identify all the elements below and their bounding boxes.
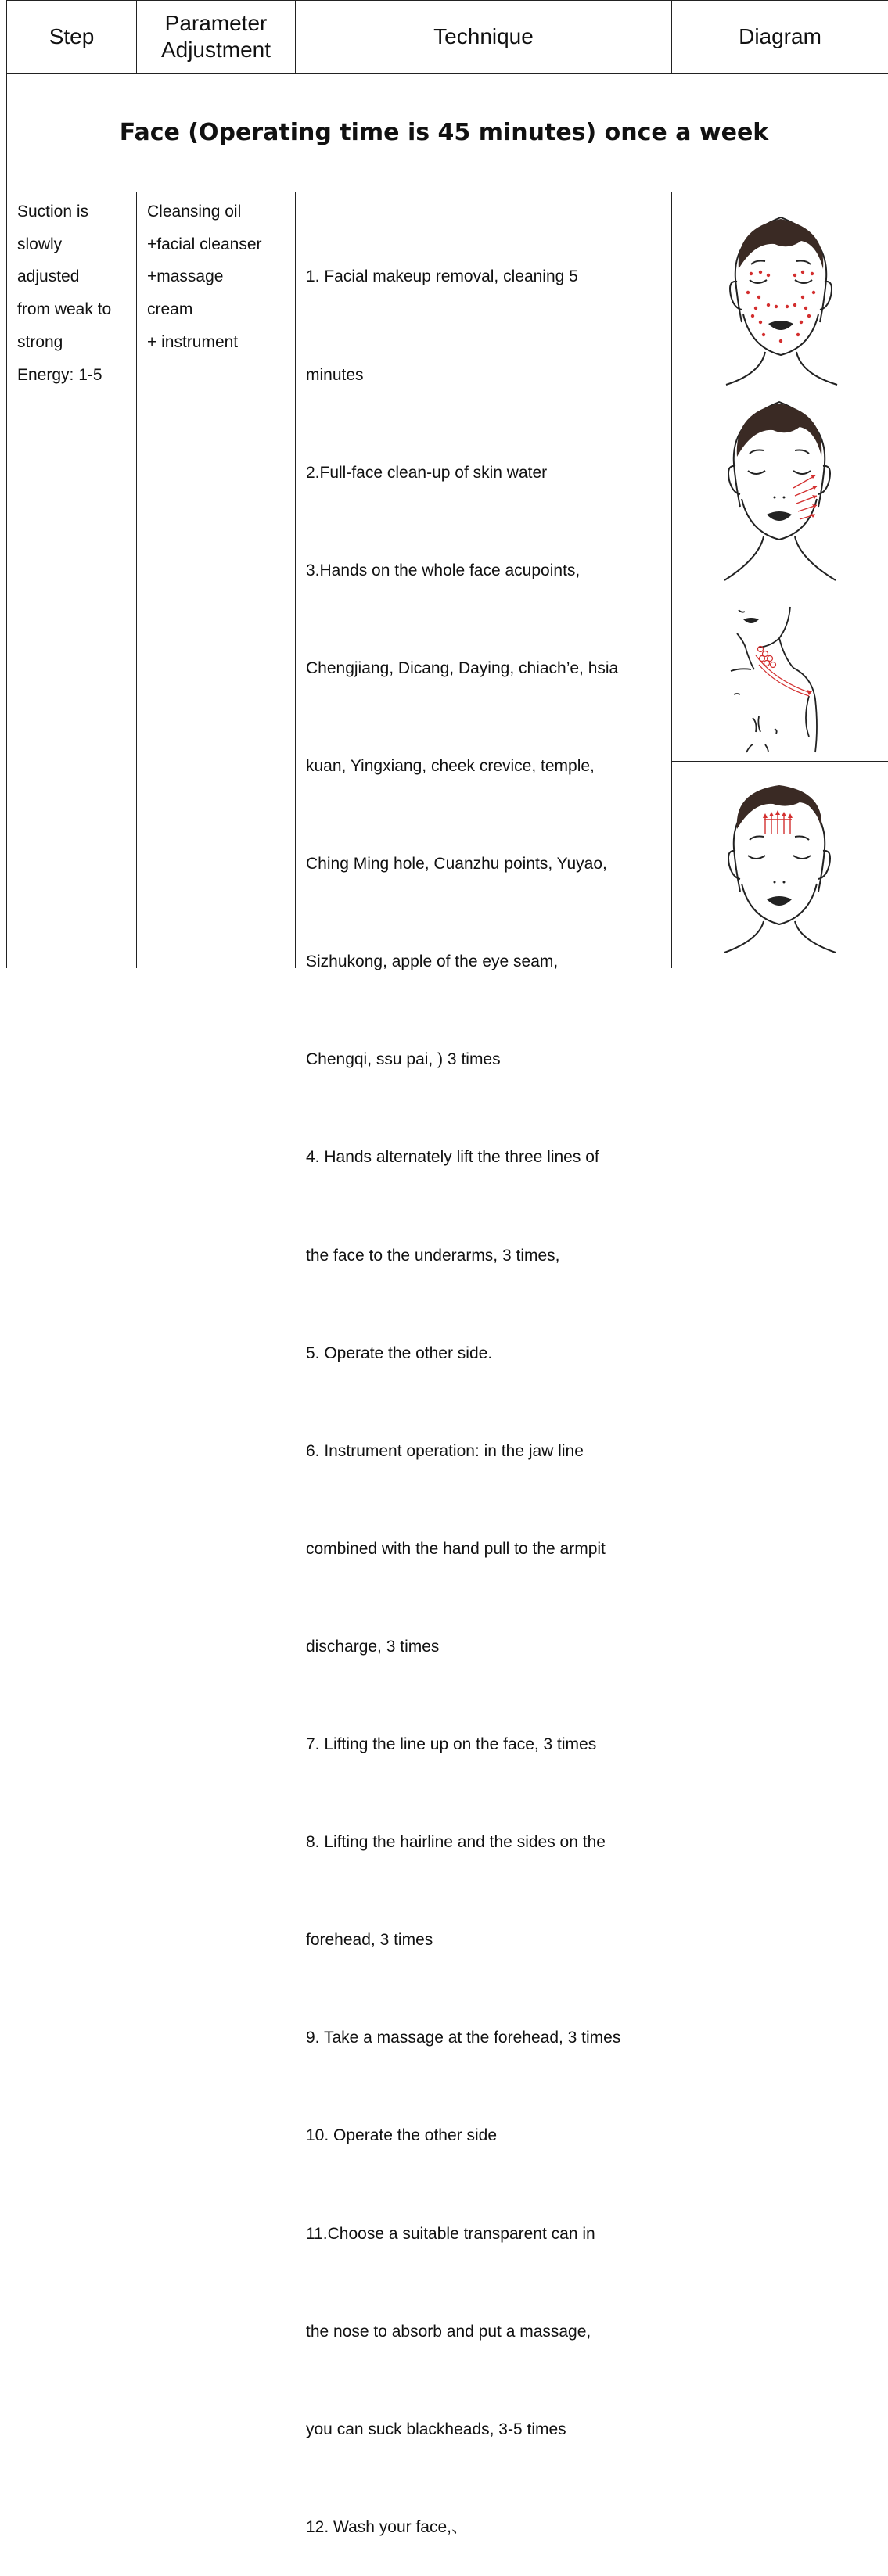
step-line: Energy: 1-5 [17, 365, 102, 384]
technique-line: 6. Instrument operation: in the jaw line [306, 1441, 584, 1460]
step-line: slowly [17, 235, 63, 253]
header-diagram [672, 1, 888, 73]
param-line: +massage [147, 267, 224, 286]
param-line: cream [147, 300, 193, 319]
technique-line: the nose to absorb and put a massage, [306, 2322, 591, 2341]
technique-line: minutes [306, 365, 364, 384]
col-divider-3-body [671, 192, 672, 968]
header-parameter-adjustment [137, 1, 295, 73]
technique-line: forehead, 3 times [306, 1931, 433, 1950]
technique-line: Chengqi, ssu pai, ) 3 times [306, 1050, 501, 1069]
header-param-line1: Parameter [164, 11, 268, 35]
technique-line: 11.Choose a suitable transparent can in [306, 2224, 595, 2243]
step-line: strong [17, 332, 63, 351]
technique-line: 8. Lifting the hairline and the sides on the [306, 1833, 606, 1852]
technique-line: 12. Wash your face,、 [306, 2517, 468, 2536]
face-lift-lines-icon [718, 389, 840, 581]
header-technique-label: Technique [433, 24, 534, 48]
face-acupoints-icon [720, 205, 842, 386]
technique-line: combined with the hand pull to the armpit [306, 1539, 606, 1558]
technique-line: kuan, Yingxiang, cheek crevice, temple, [306, 756, 595, 775]
header-diagram-label: Diagram [739, 24, 821, 48]
section-title-text: Face (Operating time is 45 minutes) once a week [119, 118, 769, 146]
diagram-row-divider [671, 761, 888, 762]
technique-line: 10. Operate the other side [306, 2126, 497, 2145]
technique-line: Ching Ming hole, Cuanzhu points, Yuyao, [306, 855, 607, 874]
technique-line: 1. Facial makeup removal, cleaning 5 [306, 267, 578, 286]
header-technique [296, 1, 671, 73]
technique-line: 4. Hands alternately lift the three lines of [306, 1148, 599, 1167]
technique-line: 3.Hands on the whole face acupoints, [306, 561, 581, 579]
header-param-line2: Adjustment [160, 38, 271, 62]
forehead-lift-icon [718, 774, 840, 954]
technique-line: 5. Operate the other side. [306, 1344, 493, 1362]
neck-shoulder-drainage-icon [728, 602, 833, 755]
step-column [17, 196, 111, 391]
technique-column [306, 196, 620, 2576]
section-title [0, 73, 888, 192]
technique-line: 2.Full-face clean-up of skin water [306, 463, 548, 482]
technique-line: Sizhukong, apple of the eye seam, [306, 953, 559, 971]
param-line: +facial cleanser [147, 235, 262, 253]
col-divider-1-body [136, 192, 137, 968]
header-step [7, 1, 136, 73]
step-line: adjusted [17, 267, 80, 286]
technique-line: 7. Lifting the line up on the face, 3 times [306, 1735, 597, 1754]
technique-line: the face to the underarms, 3 times, [306, 1246, 560, 1265]
technique-line: you can suck blackheads, 3-5 times [306, 2420, 566, 2438]
parameter-column [147, 196, 262, 359]
technique-line: 9. Take a massage at the forehead, 3 times [306, 2029, 621, 2047]
header-step-label: Step [49, 24, 95, 48]
step-line: Suction is [17, 203, 89, 221]
param-line: Cleansing oil [147, 203, 242, 221]
step-line: from weak to [17, 300, 112, 319]
technique-line: Chengjiang, Dicang, Daying, chiach’e, hsia [306, 658, 619, 677]
param-line: + instrument [147, 332, 239, 351]
col-divider-2-body [295, 192, 296, 968]
technique-line: discharge, 3 times [306, 1637, 440, 1656]
